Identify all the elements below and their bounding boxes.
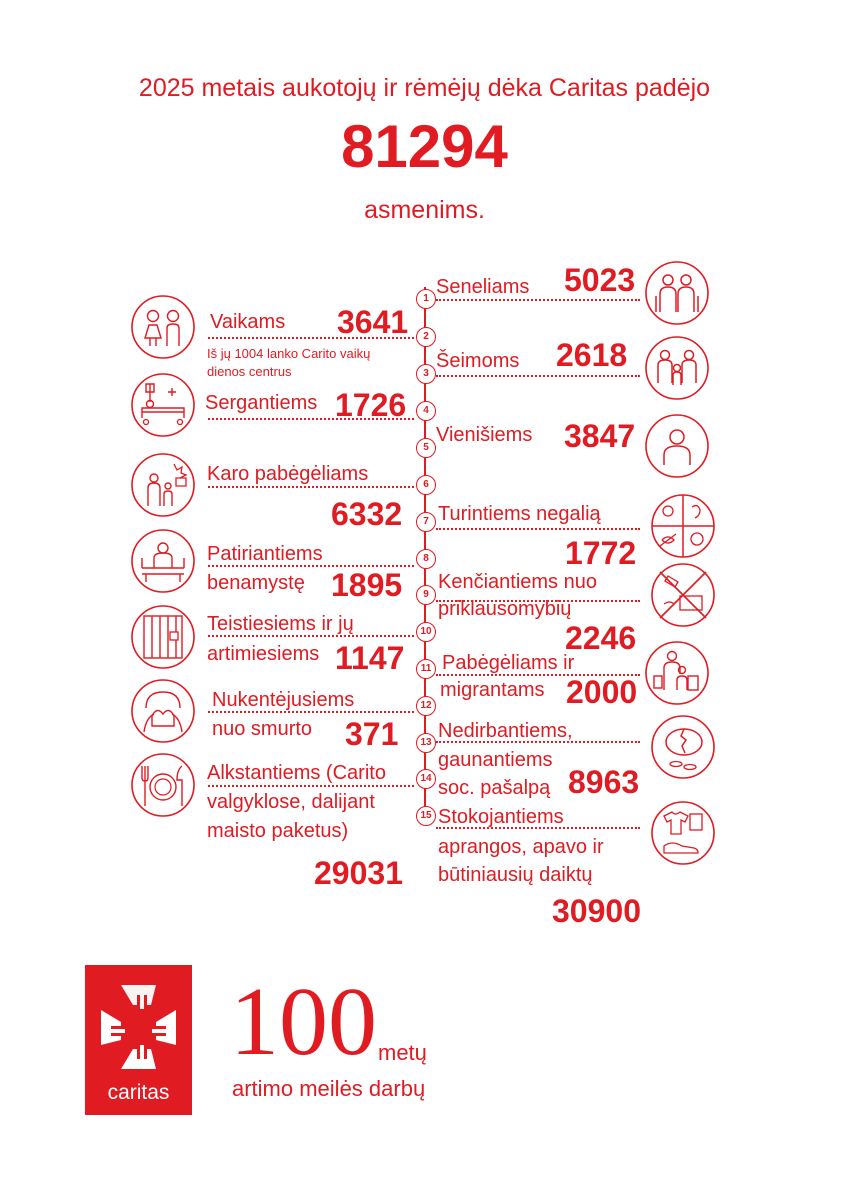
category-label-violence: Nukentėjusiems xyxy=(212,689,355,711)
war-refugees-icon xyxy=(130,452,196,518)
timeline-node-12: 12 xyxy=(416,696,436,716)
children-note-line1: Iš jų 1004 lanko Carito vaikų xyxy=(207,346,371,361)
anniversary-tagline: artimo meilės darbų xyxy=(232,1076,426,1101)
category-label-war-refugees: Karo pabėgėliams xyxy=(207,463,369,485)
category-label-children: Vaikams xyxy=(210,311,286,333)
category-label-hungry: Alkstantiems (Carito xyxy=(207,762,386,784)
children-note-line2: dienos centrus xyxy=(207,364,292,379)
clothes-shoes-icon xyxy=(650,800,716,866)
category-value-lonely: 3847 xyxy=(564,418,636,454)
crying-face-icon xyxy=(130,678,196,744)
elderly-couple-icon xyxy=(644,260,710,326)
timeline-node-8: 8 xyxy=(416,549,436,569)
timeline-node-5: 5 xyxy=(416,438,436,458)
timeline-node-14: 14 xyxy=(416,769,436,789)
category-label-unemployed-line2: gaunantiems xyxy=(438,749,553,771)
category-label-goods-line2: aprangos, apavo ir xyxy=(438,836,604,858)
hospital-bed-icon xyxy=(130,372,196,438)
category-label-goods: Stokojantiems xyxy=(438,806,564,828)
category-value-addiction: 2246 xyxy=(565,620,637,656)
dotted-connector xyxy=(436,299,640,301)
timeline-node-7: 7 xyxy=(416,512,436,532)
total-count: 81294 xyxy=(341,113,508,180)
timeline-node-3: 3 xyxy=(416,364,436,384)
timeline-node-2: 2 xyxy=(416,327,436,347)
category-label-hungry-line2: valgyklose, dalijant xyxy=(207,791,375,813)
timeline-node-10: 10 xyxy=(416,622,436,642)
caritas-logo xyxy=(85,965,192,1115)
dotted-connector xyxy=(436,600,640,602)
category-label-addiction: Kenčiantiems nuo xyxy=(438,571,597,593)
plate-cutlery-icon xyxy=(130,752,196,818)
category-label-lonely: Vienišiems xyxy=(436,424,533,446)
category-label-ill: Sergantiems xyxy=(205,392,318,414)
category-label-goods-line3: būtiniausių daiktų xyxy=(438,864,593,886)
category-value-children: 3641 xyxy=(337,304,409,340)
category-value-war-refugees: 6332 xyxy=(331,496,403,532)
homeless-bench-icon xyxy=(130,528,196,594)
children-icon xyxy=(130,294,196,360)
dotted-connector xyxy=(208,635,414,637)
addiction-icon xyxy=(650,562,716,628)
dotted-connector xyxy=(208,486,414,488)
category-label-convicts: Teistiesiems ir jų xyxy=(207,613,354,635)
headline-suffix: asmenims. xyxy=(364,196,485,224)
category-value-convicts: 1147 xyxy=(335,640,405,676)
timeline-node-4: 4 xyxy=(416,401,436,421)
category-value-violence: 371 xyxy=(345,716,399,752)
category-value-unemployed: 8963 xyxy=(568,764,640,800)
migrants-icon xyxy=(644,640,710,706)
prison-bars-icon xyxy=(130,604,196,670)
dotted-connector xyxy=(436,827,640,829)
dotted-connector xyxy=(436,528,640,530)
category-label-families: Šeimoms xyxy=(436,350,520,372)
family-icon xyxy=(644,335,710,401)
headline: 2025 metais aukotojų ir rėmėjų dėka Caritas padėjo xyxy=(138,74,711,102)
category-label-violence-line2: nuo smurto xyxy=(212,718,313,740)
category-label-disability: Turintiems negalią xyxy=(438,503,601,525)
category-value-goods: 30900 xyxy=(552,893,641,929)
timeline-node-13: 13 xyxy=(416,733,436,753)
broken-piggy-bank-icon xyxy=(650,714,716,780)
timeline-node-1: 1 xyxy=(416,289,436,309)
dotted-connector xyxy=(436,741,640,743)
category-value-disability: 1772 xyxy=(565,535,637,571)
dotted-connector xyxy=(208,711,414,713)
anniversary-unit: metų xyxy=(378,1040,427,1065)
dotted-connector xyxy=(436,375,640,377)
timeline-node-6: 6 xyxy=(416,475,436,495)
lonely-person-icon xyxy=(644,413,710,479)
category-value-migrants: 2000 xyxy=(566,674,638,710)
category-label-seniors: Seneliams xyxy=(436,276,530,298)
category-label-unemployed: Nedirbantiems, xyxy=(438,720,573,742)
category-label-homeless-line2: benamystę xyxy=(207,572,305,594)
category-label-convicts-line2: artimiesiems xyxy=(207,643,320,665)
category-label-homeless: Patiriantiems xyxy=(207,543,323,565)
category-value-hungry: 29031 xyxy=(314,855,403,891)
timeline-node-11: 11 xyxy=(416,659,436,679)
category-label-unemployed-line3: soc. pašalpą xyxy=(438,777,551,799)
dotted-connector xyxy=(208,418,414,420)
category-value-ill: 1726 xyxy=(335,387,407,423)
dotted-connector xyxy=(208,785,414,787)
category-value-seniors: 5023 xyxy=(564,262,636,298)
category-value-families: 2618 xyxy=(556,337,628,373)
timeline-node-9: 9 xyxy=(416,585,436,605)
anniversary-number: 100 xyxy=(230,968,377,1076)
category-label-migrants-line2: migrantams xyxy=(440,679,545,701)
category-value-homeless: 1895 xyxy=(331,567,403,603)
category-label-migrants: Pabėgėliams ir xyxy=(442,652,575,674)
caritas-wordmark: caritas xyxy=(107,1081,170,1104)
disability-icon xyxy=(650,493,716,559)
category-label-addiction-line2: priklausomybių xyxy=(438,598,572,620)
timeline-node-15: 15 xyxy=(416,806,436,826)
category-label-hungry-line3: maisto paketus) xyxy=(207,820,349,842)
dotted-connector xyxy=(208,337,414,339)
